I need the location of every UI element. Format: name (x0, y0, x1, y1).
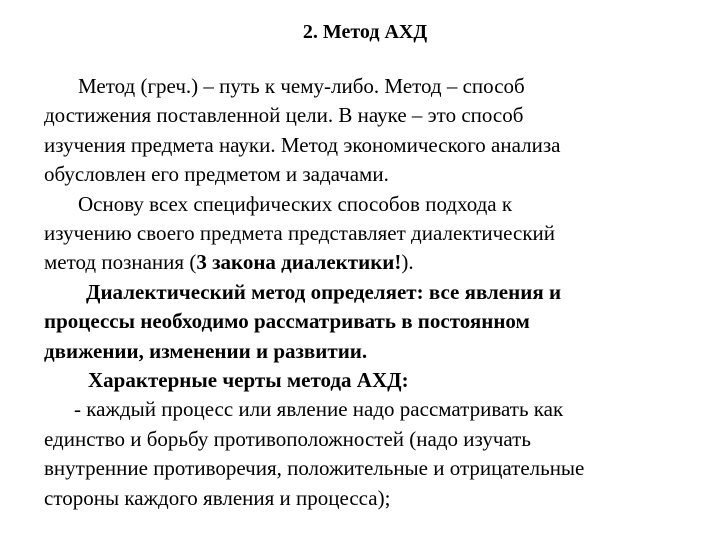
paragraph-1-line-3: изучения предмета науки. Метод экономического анализа (44, 132, 561, 157)
paragraph-1-line-4: обусловлен его предметом и задачами. (44, 162, 389, 187)
paragraph-5-line-2: единство и борьбу противоположностей (надо изучать (44, 426, 531, 451)
dialectics-laws-emphasis: 3 закона диалектики! (196, 250, 402, 275)
slide-title: 2. Метод АХД (302, 21, 428, 43)
paragraph-2-line-1: Основу всех специфических способов подхода к (78, 191, 513, 216)
paragraph-2-line-3-prefix: метод познания ( (44, 250, 197, 275)
paragraph-5-line-1: - каждый процесс или явление надо рассматривать как (74, 397, 564, 422)
paragraph-3-line-1: Диалектический метод определяет: все явления и (86, 279, 562, 304)
paragraph-3-line-3: движении, изменении и развитии. (44, 338, 368, 363)
paragraph-3-line-2: процессы необходимо рассматривать в постоянном (44, 309, 530, 334)
slide-body (44, 72, 694, 513)
paragraph-2-line-2: изучению своего предмета представляет диалектический (44, 221, 556, 246)
paragraph-2-line-3 (44, 248, 694, 277)
paragraph-5-line-4: стороны каждого явления и процесса); (44, 485, 391, 510)
features-heading: Характерные черты метода АХД: (88, 368, 409, 393)
paragraph-2-line-3-suffix: ). (401, 250, 414, 275)
paragraph-5-line-3: внутренние противоречия, положительные и отрицательные (44, 456, 585, 481)
paragraph-1-line-1: Метод (греч.) – путь к чему-либо. Метод – способ (78, 74, 525, 98)
paragraph-1-line-2: достижения поставленной цели. В науке – это способ (44, 103, 524, 128)
